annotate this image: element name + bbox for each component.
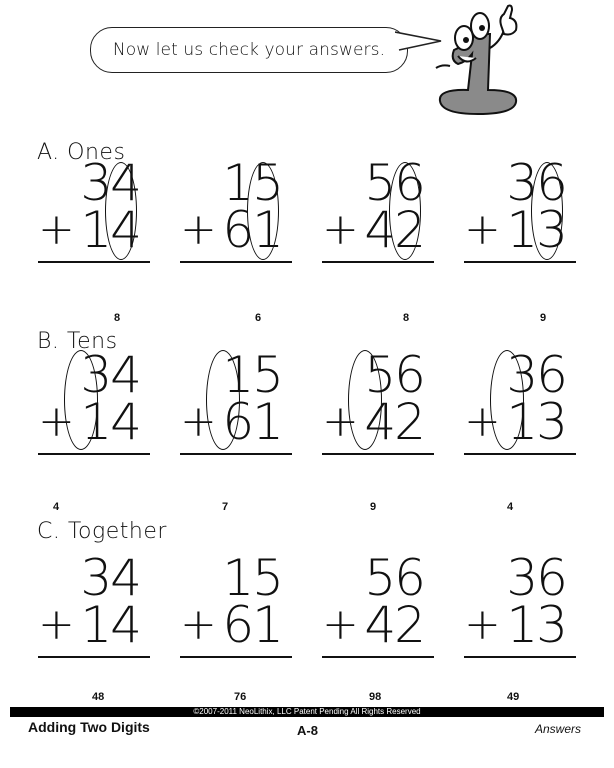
problem-bottom-number: 13: [506, 201, 566, 259]
answer-line: [38, 453, 150, 455]
answer-c-1: 48: [92, 691, 105, 703]
plus-sign: +: [38, 396, 75, 447]
plus-sign: +: [180, 599, 217, 650]
problem-bottom-number: 61: [222, 596, 282, 654]
plus-sign: +: [322, 204, 359, 255]
answer-c-4: 49: [507, 691, 520, 703]
answer-a-3: 8: [403, 312, 410, 324]
problem-bottom-number: 61: [222, 201, 282, 259]
answer-line: [464, 453, 576, 455]
problem-top-number: 36: [506, 549, 566, 607]
problem-b-2: [180, 346, 292, 451]
answer-b-1: 4: [53, 501, 60, 513]
problem-bottom-number: 42: [364, 201, 424, 259]
problem-top-number: 15: [222, 154, 282, 212]
problem-a-1: [38, 154, 150, 259]
answer-line: [38, 656, 150, 658]
problem-top-number: 36: [506, 154, 566, 212]
problem-top-number: 36: [506, 346, 566, 404]
plus-sign: +: [464, 396, 501, 447]
problem-b-1: [38, 346, 150, 451]
answer-line: [322, 656, 434, 658]
answer-line: [464, 261, 576, 263]
answer-b-3: 9: [370, 501, 377, 513]
plus-sign: +: [180, 396, 217, 447]
problem-top-number: 15: [222, 549, 282, 607]
problem-c-1: [38, 549, 150, 654]
problem-bottom-number: 14: [80, 393, 140, 451]
problem-b-3: [322, 346, 434, 451]
plus-sign: +: [464, 599, 501, 650]
plus-sign: +: [322, 396, 359, 447]
problem-bottom-number: 13: [506, 596, 566, 654]
speech-bubble-text: Now let us check your answers.: [112, 40, 386, 60]
problem-bottom-number: 42: [364, 393, 424, 451]
page-number: A-8: [297, 723, 318, 738]
answer-line: [180, 656, 292, 658]
problem-bottom-number: 42: [364, 596, 424, 654]
problem-top-number: 56: [364, 549, 424, 607]
answer-line: [180, 261, 292, 263]
problem-bottom-number: 13: [506, 393, 566, 451]
problem-b-4: [464, 346, 576, 451]
answer-line: [180, 453, 292, 455]
answers-label: Answers: [535, 722, 582, 736]
problem-top-number: 34: [80, 154, 140, 212]
answer-line: [464, 656, 576, 658]
problem-top-number: 34: [80, 346, 140, 404]
plus-sign: +: [464, 204, 501, 255]
answer-line: [322, 453, 434, 455]
problem-a-2: [180, 154, 292, 259]
problem-c-2: [180, 549, 292, 654]
answer-line: [322, 261, 434, 263]
plus-sign: +: [322, 599, 359, 650]
worksheet-title: Adding Two Digits: [28, 719, 150, 735]
plus-sign: +: [38, 599, 75, 650]
problem-c-4: [464, 549, 576, 654]
speech-bubble: [90, 27, 408, 73]
problem-c-3: [322, 549, 434, 654]
answer-a-2: 6: [255, 312, 262, 324]
answer-line: [38, 261, 150, 263]
plus-sign: +: [38, 204, 75, 255]
problem-bottom-number: 61: [222, 393, 282, 451]
problem-top-number: 34: [80, 549, 140, 607]
answer-c-3: 98: [369, 691, 382, 703]
problem-bottom-number: 14: [80, 201, 140, 259]
answer-b-2: 7: [222, 501, 229, 513]
problem-top-number: 56: [364, 154, 424, 212]
number-one-mascot-icon: [428, 4, 528, 122]
answer-c-2: 76: [234, 691, 247, 703]
problem-top-number: 56: [364, 346, 424, 404]
answer-a-4: 9: [540, 312, 547, 324]
problem-bottom-number: 14: [80, 596, 140, 654]
problem-top-number: 15: [222, 346, 282, 404]
section-title-together: C. Together: [37, 519, 167, 544]
problem-a-3: [322, 154, 434, 259]
section-title-ones: A. Ones: [37, 140, 126, 165]
plus-sign: +: [180, 204, 217, 255]
copyright-bar: ©2007-2011 NeoLithix, LLC Patent Pending All Rights Reserved: [10, 707, 604, 717]
answer-a-1: 8: [114, 312, 121, 324]
section-title-tens: B. Tens: [37, 329, 118, 354]
problem-a-4: [464, 154, 576, 259]
answer-b-4: 4: [507, 501, 514, 513]
